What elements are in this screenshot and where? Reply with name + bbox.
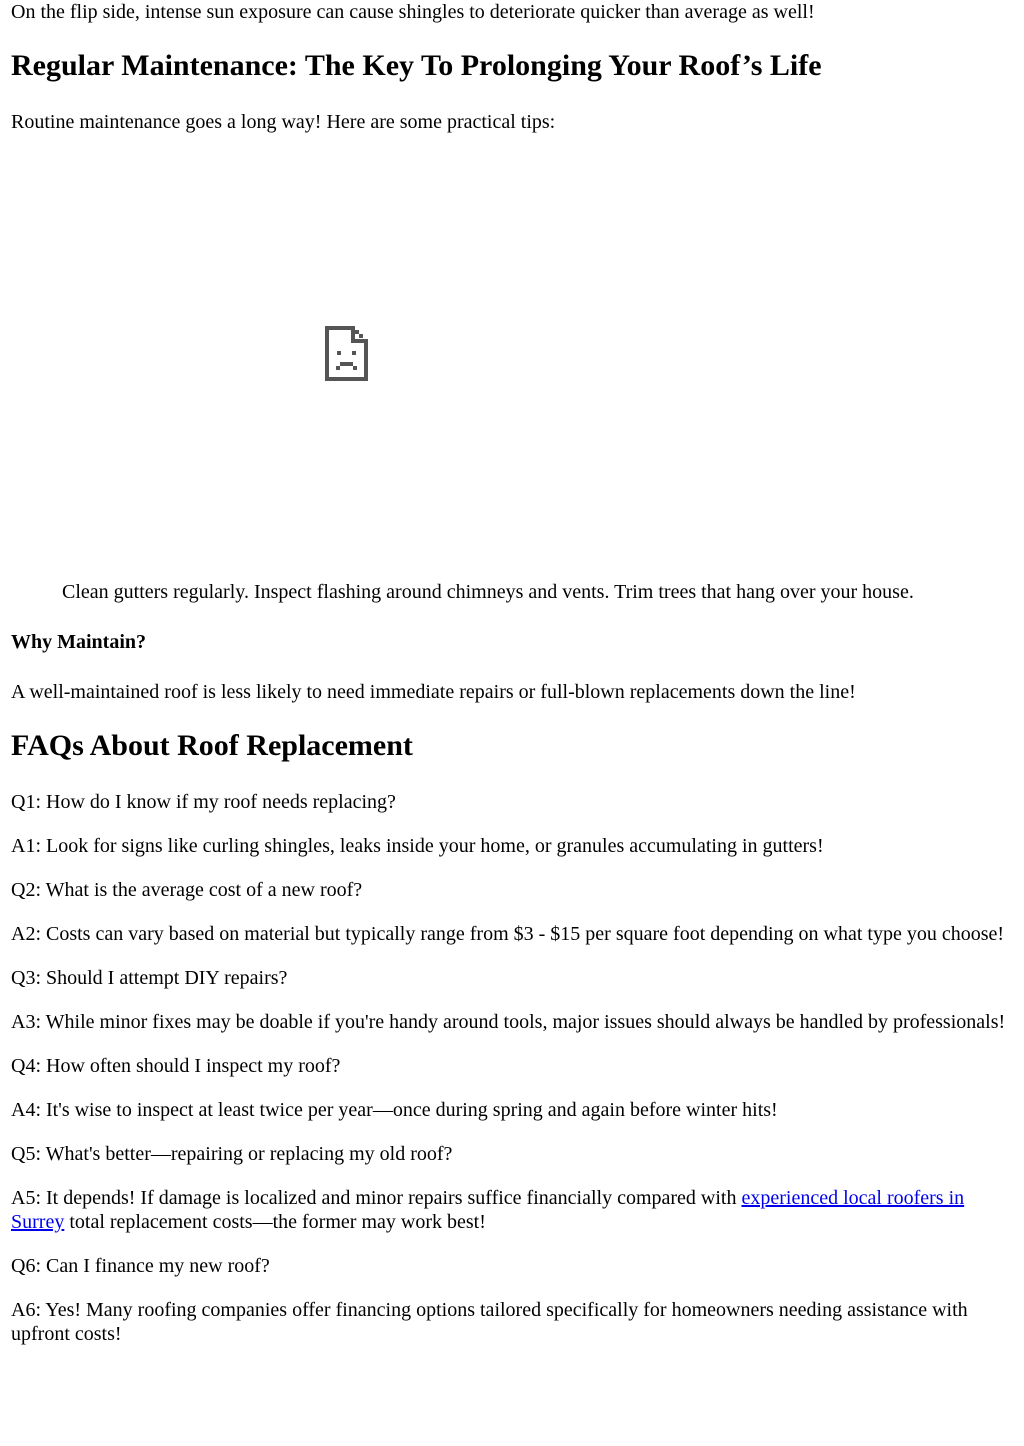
faq-question-4: Q4: How often should I inspect my roof? <box>11 1055 341 1077</box>
faq-answer-3: A3: While minor fixes may be doable if you're handy around tools, major issues should always be handled by professionals! <box>11 1011 1006 1033</box>
image-placeholder <box>11 150 681 560</box>
faq-heading: FAQs About Roof Replacement <box>11 729 413 762</box>
faq-answer-2: A2: Costs can vary based on material but typically range from $3 - $15 per square foot depending on what type you choose! <box>11 923 1005 945</box>
faq-answer-5 <box>11 1186 1007 1234</box>
roofers-surrey-link[interactable]: experienced local roofers in Surrey <box>11 1187 965 1233</box>
faq-question-1: Q1: How do I know if my roof needs replacing? <box>11 791 396 813</box>
faq-answer-4: A4: It's wise to inspect at least twice per year—once during spring and again before winter hits! <box>11 1099 778 1121</box>
why-maintain-heading: Why Maintain? <box>11 631 147 653</box>
faq-answer-5-text-before: A5: It depends! If damage is localized and minor repairs suffice financially compared with <box>11 1187 742 1209</box>
maintenance-tips: Clean gutters regularly. Inspect flashing around chimneys and vents. Trim trees that hang over your house. <box>62 581 914 603</box>
faq-answer-5-text-after: total replacement costs—the former may work best! <box>64 1211 486 1233</box>
intro-paragraph: On the flip side, intense sun exposure can cause shingles to deteriorate quicker than average as well! <box>11 1 815 23</box>
faq-list <box>11 790 1007 1366</box>
why-maintain-text: A well-maintained roof is less likely to need immediate repairs or full-blown replacements down the line! <box>11 681 856 703</box>
faq-answer-1: A1: Look for signs like curling shingles, leaks inside your home, or granules accumulating in gutters! <box>11 835 824 857</box>
faq-question-3: Q3: Should I attempt DIY repairs? <box>11 967 288 989</box>
faq-question-2: Q2: What is the average cost of a new roof? <box>11 879 363 901</box>
broken-image-icon <box>325 326 368 381</box>
maintenance-heading: Regular Maintenance: The Key To Prolonging Your Roof’s Life <box>11 49 822 82</box>
faq-question-5: Q5: What's better—repairing or replacing my old roof? <box>11 1143 453 1165</box>
faq-answer-6: A6: Yes! Many roofing companies offer financing options tailored specifically for homeowners needing assistance with upfront costs! <box>11 1299 968 1345</box>
faq-question-6: Q6: Can I finance my new roof? <box>11 1255 270 1277</box>
maintenance-intro: Routine maintenance goes a long way! Here are some practical tips: <box>11 111 556 133</box>
